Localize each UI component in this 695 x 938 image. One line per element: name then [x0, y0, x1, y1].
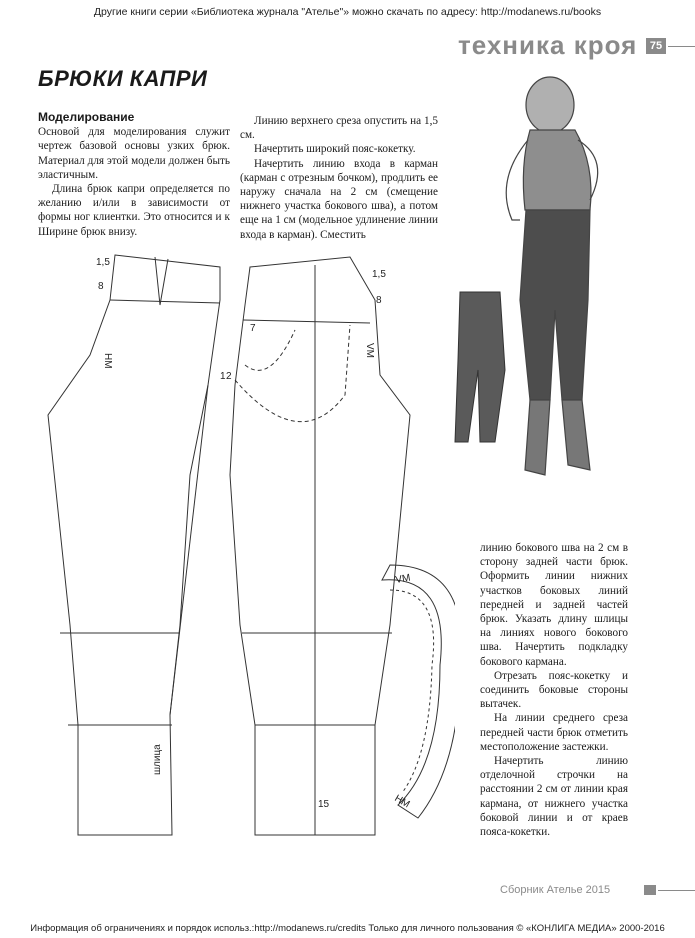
label-side-shift-2: 2: [226, 371, 232, 382]
download-notice: Другие книги серии «Библиотека журнала "Ателье"» можно скачать по адресу: http://modanews.ru/books: [93, 6, 602, 18]
back-side-seam: [170, 385, 208, 715]
article-title: БРЮКИ КАПРИ: [38, 66, 208, 91]
label-front-belt-width: 8: [376, 295, 382, 306]
header-rule: [668, 46, 695, 47]
page-number: 75: [646, 38, 666, 54]
paragraph: Начертить линию входа в карман (карман с отрезным бочком), продлить ее наружу сначала на 2 см (смещение нижнего участка бокового шва), а потом еще на 1 см (модельное удлинение линии входа в карман). Сместить: [240, 157, 438, 241]
paragraph: линию бокового шва на 2 см в сторону задней части брюк. Оформить линии нижних участков боковых линий передней и задней частей брюк. Указать длину шлицы на линиях нового бокового шва. Начертить подкладку бокового кармана.: [480, 542, 628, 668]
section-title: техника кроя: [458, 30, 638, 60]
model-figure: [506, 77, 597, 475]
text-column-left: [38, 110, 230, 239]
paragraph: На линии среднего среза передней части брюк отметить местоположение застежки.: [480, 712, 628, 753]
label-side-shift-1: 1: [220, 371, 226, 382]
text-column-middle: [240, 114, 438, 242]
label-hem-length: 15: [318, 799, 330, 810]
back-piece-outline: [48, 255, 220, 835]
footer-rule: [658, 890, 695, 891]
pattern-drawing: [30, 245, 455, 850]
pocket-lining: [235, 325, 350, 422]
pocket-line: [245, 330, 295, 370]
label-front-mark: VM: [364, 343, 375, 358]
fashion-illustration: [450, 70, 630, 530]
paragraph: Длина брюк капри определяется по желанию и/или в зависимости от формы ног клиентки. Это относится и к Ширине брюк внизу.: [38, 183, 230, 238]
subheading: Моделирование: [38, 110, 135, 124]
paragraph: Начертить линию отделочной строчки на расстоянии 2 см от линии края кармана, от нижнего участка боковой линии и от краев пояса-кокетки.: [480, 755, 628, 839]
belt-inner-line: [390, 590, 434, 793]
paragraph: Линию верхнего среза опустить на 1,5 см.: [240, 115, 438, 142]
label-front-top-offset: 1,5: [372, 269, 386, 280]
text-column-right: [480, 541, 628, 839]
front-piece-outline: [230, 257, 410, 835]
front-belt-line: [243, 320, 370, 323]
back-belt-line: [110, 300, 220, 303]
side-view-figure: [455, 292, 505, 442]
label-back-top-offset: 1,5: [96, 257, 110, 268]
footer-logo-icon: [644, 885, 656, 895]
paragraph: Отрезать пояс-кокетку и соединить боковые стороны вытачек.: [480, 669, 628, 711]
paragraph: Начертить широкий пояс-кокетку.: [254, 143, 416, 156]
label-belt-mark-front: VM: [394, 572, 412, 586]
label-slit: шлица: [152, 744, 163, 775]
label-pocket-offset: 7: [250, 323, 256, 334]
label-back-belt-width: 8: [98, 281, 104, 292]
legal-notice: Информация об ограничениях и порядок использ.:http://modanews.ru/credits Только для личного пользования © «КОНЛИГА МЕДИА» 2000-2016: [30, 923, 665, 934]
footer-brand: Сборник Ателье 2015: [500, 884, 611, 896]
belt-piece: [382, 565, 455, 818]
label-back-side-mark: НМ: [102, 353, 113, 369]
paragraph: Основой для моделирования служит чертеж базовой основы узких брюк. Материал для этой модели должен быть эластичным.: [38, 126, 230, 181]
back-dart: [155, 257, 168, 305]
label-belt-mark-back: НМ: [392, 793, 412, 811]
